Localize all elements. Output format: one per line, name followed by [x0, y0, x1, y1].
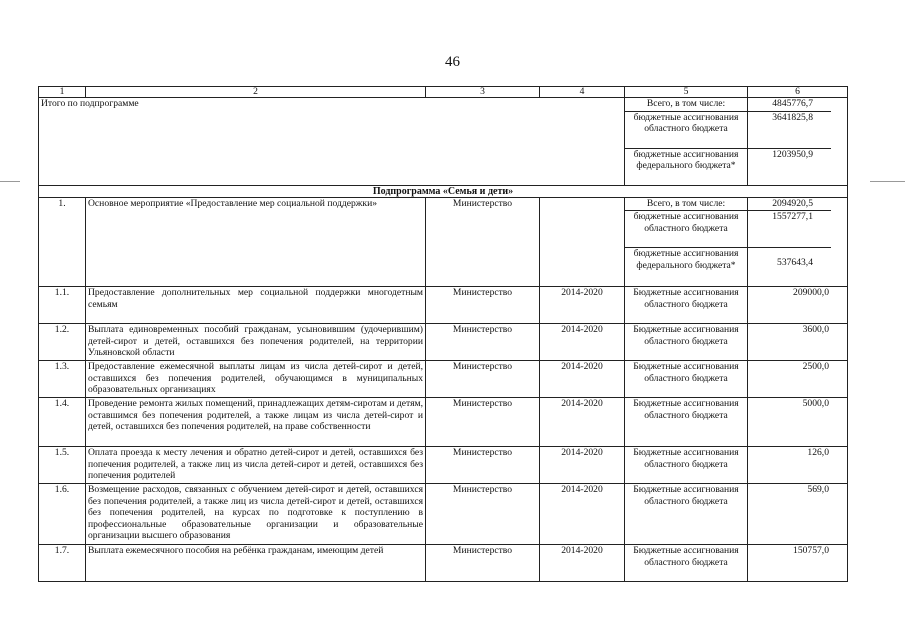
total-label: Итого по подпрограмме — [39, 98, 625, 186]
term: 2014-2020 — [540, 398, 625, 447]
amount-cell — [748, 98, 848, 186]
amount-value: 1557277,1 — [748, 210, 832, 247]
amount-value: 4845776,7 — [772, 98, 813, 109]
funding-source: бюджетные ассигнования областного бюджета — [625, 111, 748, 148]
column-number-row — [39, 87, 848, 98]
section-row — [39, 186, 848, 198]
amount-value: 2094920,5 — [772, 198, 813, 210]
row-number: 1.1. — [39, 287, 86, 324]
term: 2014-2020 — [540, 447, 625, 484]
activity-row — [39, 545, 848, 582]
column-header: 6 — [748, 87, 848, 98]
funding-source: Всего, в том числе: — [646, 98, 726, 109]
term: 2014-2020 — [540, 324, 625, 361]
funding-source: Бюджетные ассигнования областного бюджета — [625, 447, 748, 484]
amount-value: 150757,0 — [748, 545, 848, 582]
main-activity-row — [39, 198, 848, 287]
executor: Министерство — [426, 447, 540, 484]
activity-name: Оплата проезда к месту лечения и обратно детей-сирот и детей, оставшихся без попечения родителей, а также лиц из числа детей-сирот и детей, оставшихся без попечения родителей — [86, 447, 426, 484]
amount-value: 569,0 — [748, 484, 848, 545]
row-number: 1.2. — [39, 324, 86, 361]
activity-name: Возмещение расходов, связанных с обучением детей-сирот и детей, оставшихся без попечения родителей, а также лиц из числа детей-сирот и детей, оставшихся без попечения родителей, на курсах по подготовке к поступлению в профессиональные образовательные организации и образовательные организации высшего образования — [86, 484, 426, 545]
amount-value: 1203950,9 — [748, 148, 832, 185]
activity-row — [39, 324, 848, 361]
row-number: 1.7. — [39, 545, 86, 582]
section-title: Подпрограмма «Семья и дети» — [39, 186, 848, 198]
row-number: 1.3. — [39, 361, 86, 398]
term: 2014-2020 — [540, 361, 625, 398]
term: 2014-2020 — [540, 484, 625, 545]
activity-name: Предоставление дополнительных мер социальной поддержки многодетным семьям — [86, 287, 426, 324]
executor: Министерство — [426, 324, 540, 361]
funding-source: Бюджетные ассигнования областного бюджета — [625, 287, 748, 324]
funding-source: Бюджетные ассигнования областного бюджета — [625, 545, 748, 582]
executor: Министерство — [426, 287, 540, 324]
amount-value: 126,0 — [748, 447, 848, 484]
term: 2014-2020 — [540, 545, 625, 582]
row-number: 1.6. — [39, 484, 86, 545]
executor: Министерство — [426, 198, 540, 287]
activity-row — [39, 447, 848, 484]
funding-source: Бюджетные ассигнования областного бюджета — [625, 324, 748, 361]
funding-source: бюджетные ассигнования федерального бюджета* — [625, 247, 748, 286]
activity-row — [39, 361, 848, 398]
subprogram-total-row — [39, 98, 848, 186]
budget-table — [38, 86, 848, 582]
executor: Министерство — [426, 545, 540, 582]
row-number: 1. — [39, 198, 86, 287]
activity-name: Предоставление ежемесячной выплаты лицам из числа детей-сирот и детей, оставшихся без попечения родителей, обучающимся в муниципальных образовательных организациях — [86, 361, 426, 398]
activity-name: Выплата ежемесячного пособия на ребёнка гражданам, имеющим детей — [86, 545, 426, 582]
column-header: 1 — [39, 87, 86, 98]
amount-value: 2500,0 — [748, 361, 848, 398]
funding-source: Бюджетные ассигнования областного бюджета — [625, 361, 748, 398]
amount-value: 3641825,8 — [748, 111, 832, 148]
executor: Министерство — [426, 398, 540, 447]
amount-value: 209000,0 — [748, 287, 848, 324]
row-number: 1.5. — [39, 447, 86, 484]
row-number: 1.4. — [39, 398, 86, 447]
funding-source: бюджетные ассигнования федерального бюджета* — [625, 148, 748, 185]
amount-cell — [748, 198, 848, 287]
column-header: 4 — [540, 87, 625, 98]
activity-name: Выплата единовременных пособий гражданам, усыновившим (удочерившим) детей-сирот и детей, оставшихся без попечения родителей, на территории Ульяновской области — [86, 324, 426, 361]
executor: Министерство — [426, 361, 540, 398]
amount-value: 3600,0 — [748, 324, 848, 361]
funding-source-cell — [625, 198, 748, 287]
funding-source: бюджетные ассигнования областного бюджета — [625, 210, 748, 247]
amount-value: 5000,0 — [748, 398, 848, 447]
column-header: 5 — [625, 87, 748, 98]
scan-edge-mark-right — [870, 181, 905, 182]
activity-name: Основное мероприятие «Предоставление мер социальной поддержки» — [86, 198, 426, 287]
column-header: 3 — [426, 87, 540, 98]
funding-source: Бюджетные ассигнования областного бюджета — [625, 484, 748, 545]
activity-row — [39, 287, 848, 324]
term — [540, 198, 625, 287]
column-header: 2 — [86, 87, 426, 98]
amount-value: 537643,4 — [748, 247, 832, 285]
term: 2014-2020 — [540, 287, 625, 324]
scan-edge-mark-left — [0, 181, 20, 182]
activity-row — [39, 484, 848, 545]
funding-source: Бюджетные ассигнования областного бюджета — [625, 398, 748, 447]
activity-row — [39, 398, 848, 447]
executor: Министерство — [426, 484, 540, 545]
activity-name: Проведение ремонта жилых помещений, принадлежащих детям-сиротам и детям, оставшимся без попечения родителей, а также лицам из числа детей-сирот и детей, оставшихся без попечения родителей, на праве собственности — [86, 398, 426, 447]
funding-source: Всего, в том числе: — [646, 198, 726, 210]
page-number: 46 — [445, 54, 460, 70]
funding-source-cell — [625, 98, 748, 186]
